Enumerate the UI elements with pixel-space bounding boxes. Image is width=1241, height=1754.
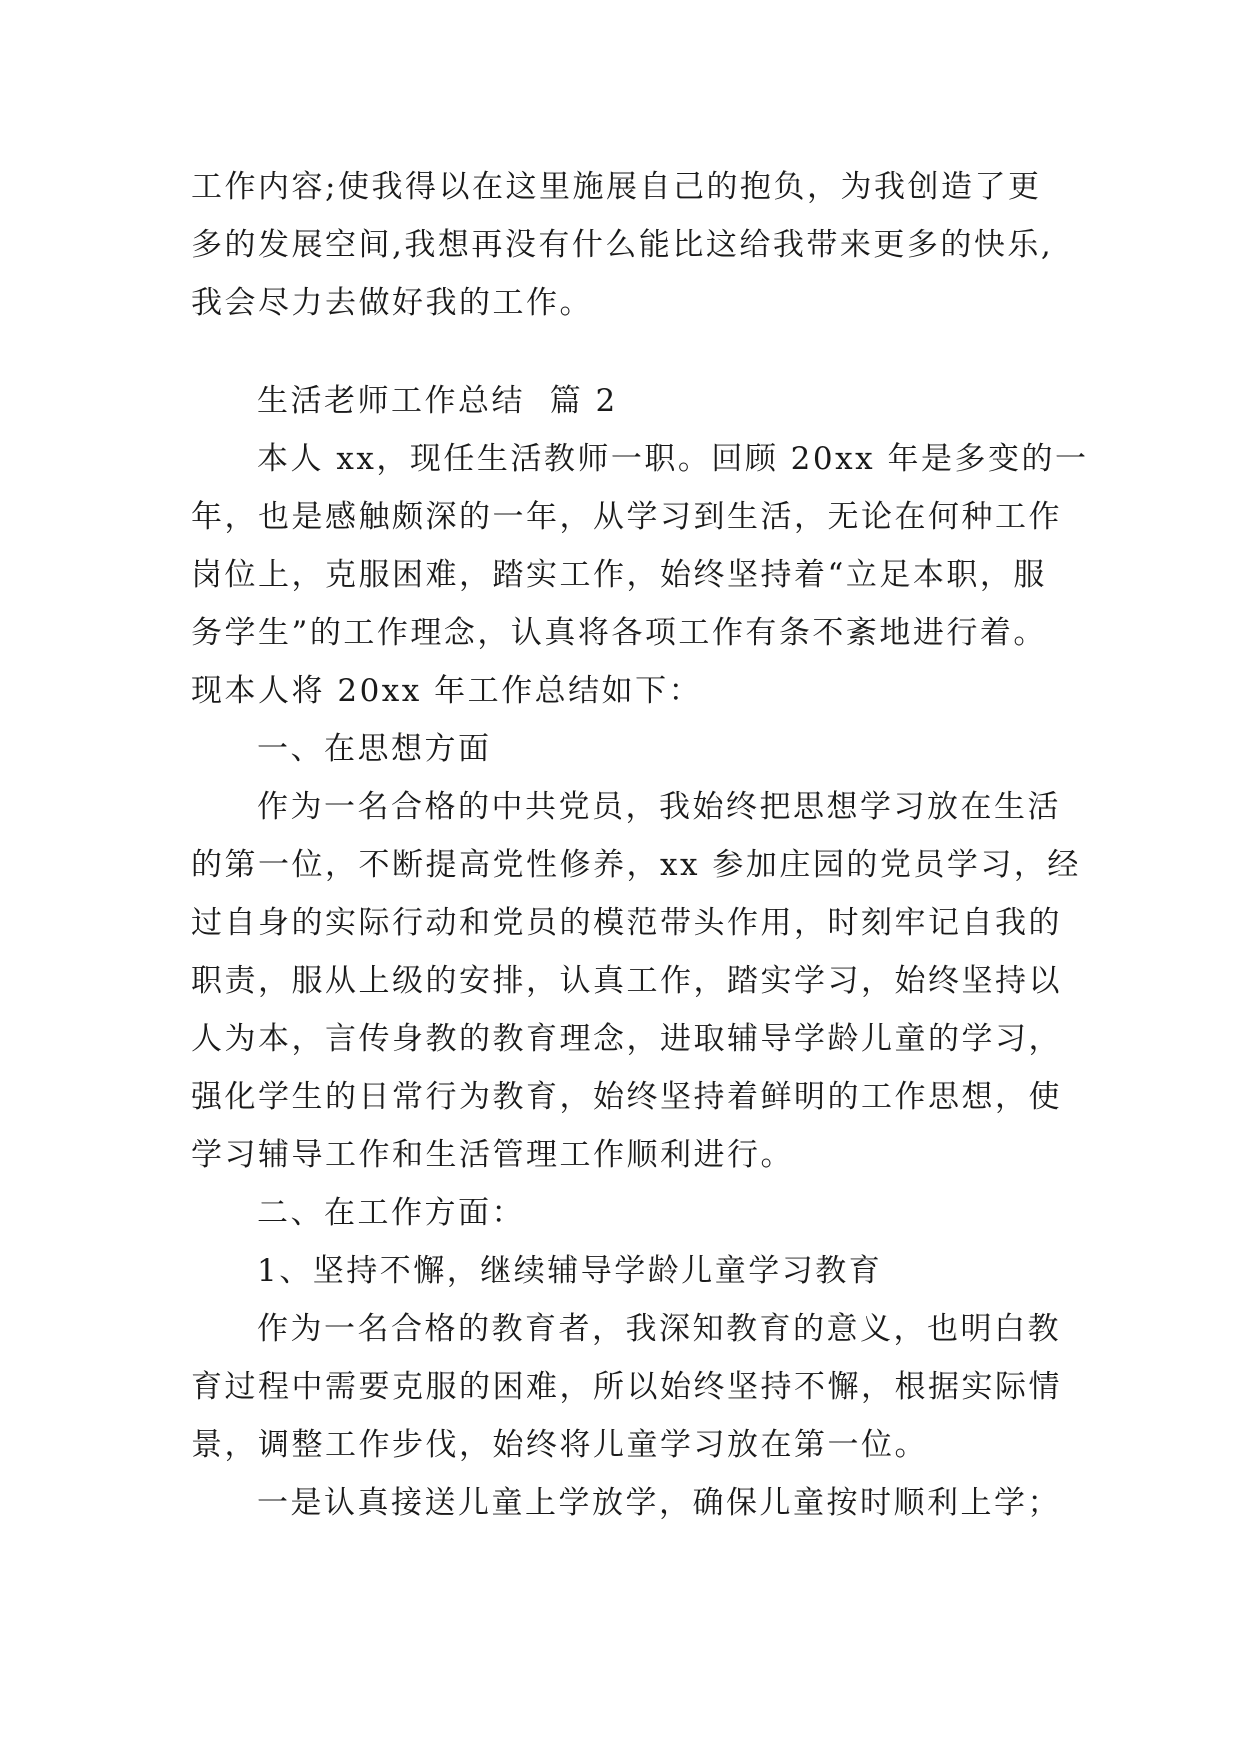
text-line: 多的发展空间,我想再没有什么能比这给我带来更多的快乐, (191, 227, 1054, 263)
text-line: 过自身的实际行动和党员的模范带头作用，时刻牢记自我的 (191, 905, 1062, 941)
text-line: 现本人将 20xx 年工作总结如下： (191, 673, 703, 709)
text-line: 职责，服从上级的安排，认真工作，踏实学习，始终坚持以 (191, 963, 1062, 999)
text-line: 学习辅导工作和生活管理工作顺利进行。 (191, 1137, 794, 1173)
text-line: 岗位上，克服困难，踏实工作，始终坚持着“立足本职，服 (191, 557, 1047, 593)
section-heading: 生活老师工作总结 篇 2 (257, 383, 618, 419)
text-line: 本人 xx，现任生活教师一职。回顾 20xx 年是多变的一 (257, 441, 1089, 477)
text-line: 务学生”的工作理念，认真将各项工作有条不紊地进行着。 (191, 615, 1047, 651)
text-line: 作为一名合格的中共党员，我始终把思想学习放在生活 (257, 789, 1061, 825)
text-line: 一是认真接送儿童上学放学，确保儿童按时顺利上学； (257, 1485, 1061, 1521)
paragraph-gap (191, 332, 1071, 372)
document-body (191, 158, 1089, 1532)
text-line: 我会尽力去做好我的工作。 (191, 285, 593, 321)
subsection-heading: 二、在工作方面： (257, 1195, 525, 1231)
text-line: 景，调整工作步伐，始终将儿童学习放在第一位。 (191, 1427, 928, 1463)
text-line: 人为本，言传身教的教育理念，进取辅导学龄儿童的学习， (191, 1021, 1062, 1057)
subsection-heading: 1、坚持不懈，继续辅导学龄儿童学习教育 (257, 1253, 883, 1289)
text-line: 年，也是感触颇深的一年，从学习到生活，无论在何种工作 (191, 499, 1062, 535)
text-line: 工作内容;使我得以在这里施展自己的抱负，为我创造了更 (191, 169, 1042, 205)
text-line: 的第一位，不断提高党性修养，xx 参加庄园的党员学习，经 (191, 847, 1081, 883)
text-line: 强化学生的日常行为教育，始终坚持着鲜明的工作思想，使 (191, 1079, 1062, 1115)
text-line: 作为一名合格的教育者，我深知教育的意义，也明白教 (257, 1311, 1061, 1347)
subsection-heading: 一、在思想方面 (257, 731, 492, 767)
text-line: 育过程中需要克服的困难，所以始终坚持不懈，根据实际情 (191, 1369, 1062, 1405)
